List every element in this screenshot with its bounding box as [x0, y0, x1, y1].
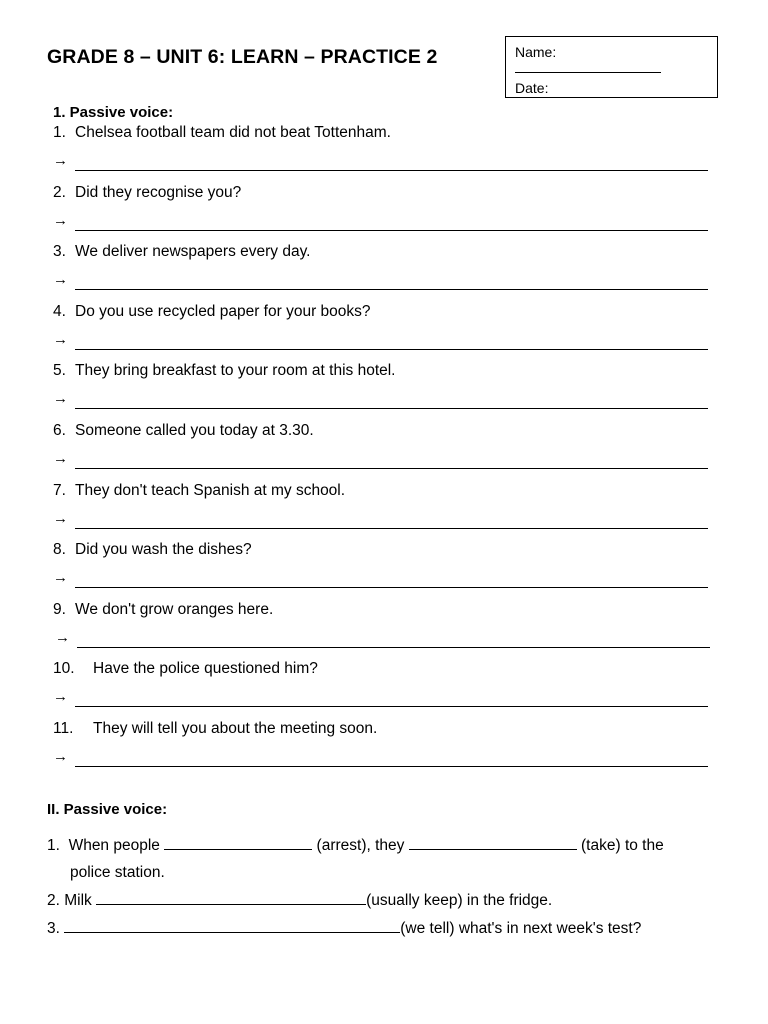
answer-line[interactable] — [75, 468, 708, 469]
exercise-number: 5. — [53, 362, 66, 380]
question-text: (take) to the — [581, 837, 664, 854]
answer-line[interactable] — [75, 349, 708, 350]
exercise-number: 1. — [53, 124, 66, 141]
exercise-number: 4. — [53, 302, 66, 320]
answer-line[interactable] — [77, 647, 710, 648]
question-number: 2. — [47, 892, 60, 909]
exercise-item — [53, 481, 345, 501]
exercise-number: 2. — [53, 183, 66, 201]
exercise-item — [53, 600, 273, 620]
answer-line[interactable] — [75, 408, 708, 409]
exercise-item — [53, 540, 252, 560]
exercise-sentence: Did they recognise you? — [75, 183, 242, 201]
exercise-sentence: Someone called you today at 3.30. — [75, 422, 314, 439]
arrow-icon: → — [53, 509, 68, 527]
section-1-heading: 1. Passive voice: — [53, 104, 174, 121]
exercise-number: 11. — [53, 720, 74, 737]
exercise-number: 10. — [53, 660, 75, 678]
exercise-number: 6. — [53, 422, 66, 439]
answer-line[interactable] — [75, 230, 708, 231]
question-text: Milk — [64, 892, 92, 909]
exercise-item — [53, 719, 377, 739]
question-text: (usually keep) in the fridge. — [366, 892, 553, 909]
name-field-line[interactable] — [515, 72, 661, 73]
answer-blank[interactable] — [96, 890, 366, 905]
arrow-icon: → — [55, 628, 70, 646]
answer-line[interactable] — [75, 528, 708, 529]
arrow-icon: → — [53, 569, 68, 587]
exercise-sentence: We deliver newspapers every day. — [75, 243, 311, 261]
name-date-box — [505, 36, 718, 98]
exercise-item — [53, 421, 314, 441]
name-label: Name: — [515, 44, 557, 60]
answer-blank[interactable] — [164, 835, 312, 850]
section-2-heading: II. Passive voice: — [47, 801, 168, 818]
answer-line[interactable] — [75, 766, 708, 767]
exercise-number: 8. — [53, 541, 66, 559]
exercise-sentence: Have the police questioned him? — [93, 660, 318, 678]
answer-blank[interactable] — [64, 918, 400, 933]
question-text: (we tell) what's in next week's test? — [400, 920, 642, 937]
exercise-sentence: Chelsea football team did not beat Tottenham. — [75, 124, 391, 141]
answer-line[interactable] — [75, 170, 708, 171]
worksheet-title: GRADE 8 – UNIT 6: LEARN – PRACTICE 2 — [47, 46, 438, 68]
arrow-icon: → — [53, 330, 68, 348]
section-2-question-1 — [47, 835, 664, 856]
date-label: Date: — [515, 80, 549, 96]
question-number: 3. — [47, 920, 60, 937]
section-2-question-1-continued: police station. — [70, 864, 165, 881]
exercise-item — [53, 302, 371, 322]
answer-line[interactable] — [75, 289, 708, 290]
exercise-sentence: Did you wash the dishes? — [75, 541, 252, 559]
exercise-item — [53, 242, 310, 262]
arrow-icon: → — [53, 748, 68, 765]
exercise-sentence: They will tell you about the meeting soon. — [93, 720, 378, 737]
answer-line[interactable] — [75, 706, 708, 707]
question-number: 1. — [47, 837, 60, 854]
arrow-icon: → — [53, 152, 68, 169]
exercise-number: 9. — [53, 600, 66, 618]
question-text: When people — [68, 837, 160, 854]
exercise-sentence: They don't teach Spanish at my school. — [75, 481, 346, 499]
answer-line[interactable] — [75, 587, 708, 588]
arrow-icon: → — [53, 450, 68, 467]
exercise-number: 7. — [53, 481, 66, 499]
question-text: (arrest), they — [316, 837, 405, 854]
exercise-number: 3. — [53, 243, 66, 261]
answer-blank[interactable] — [409, 835, 577, 850]
exercise-item — [53, 659, 318, 679]
arrow-icon: → — [53, 688, 68, 706]
exercise-sentence: Do you use recycled paper for your books? — [75, 302, 371, 320]
section-2-question-3 — [47, 918, 641, 939]
exercise-item — [53, 183, 241, 203]
exercise-sentence: We don't grow oranges here. — [75, 600, 274, 618]
arrow-icon: → — [53, 211, 68, 229]
section-2-question-2 — [47, 890, 552, 911]
exercise-item — [53, 361, 396, 381]
exercise-sentence: They bring breakfast to your room at this hotel. — [75, 362, 396, 380]
arrow-icon: → — [53, 271, 68, 289]
exercise-item — [53, 123, 391, 143]
arrow-icon: → — [53, 390, 68, 408]
